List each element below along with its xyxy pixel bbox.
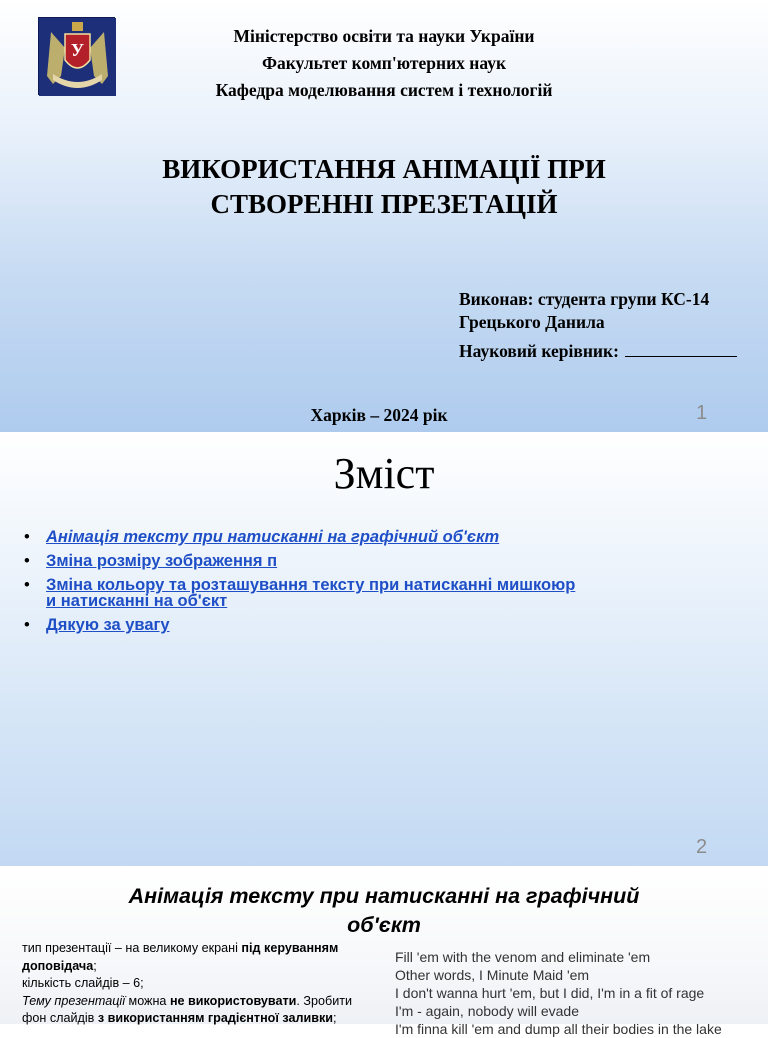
task-line <box>22 940 372 958</box>
author-line-2: Грецького Данила <box>459 312 605 332</box>
bullet: • <box>24 616 30 634</box>
supervisor-label: Науковий керівник: <box>459 341 619 361</box>
slide-title-line-2: об'єкт <box>347 913 421 937</box>
slide-number: 1 <box>696 402 708 424</box>
slide-title <box>60 882 708 940</box>
lyrics-line: Fill 'em with the venom and eliminate 'em <box>395 949 651 965</box>
title-line-2: СТВОРЕННІ ПРЕЗЕТАЦІЙ <box>210 189 558 219</box>
department-line: Кафедра моделювання систем і технологій <box>215 80 553 100</box>
task-line <box>22 958 372 976</box>
toc-link-image-resize[interactable]: Зміна розміру зображення п <box>46 552 278 570</box>
slide-number: 2 <box>696 836 708 858</box>
ministry-line: Міністерство освіти та науки України <box>233 26 535 46</box>
task-text-italic: Тему презентації <box>22 993 126 1008</box>
city-year: Харків – 2024 рік <box>310 405 448 425</box>
toc-link-line-2: и натисканні на об'єкт <box>46 592 228 610</box>
task-line <box>22 993 372 1011</box>
author-line-1: Виконав: студента групи КС-14 <box>459 289 710 309</box>
slide-title-line-1: Анімація тексту при натисканні на графічний <box>128 884 640 908</box>
task-text-bold: доповідача <box>22 958 94 973</box>
toc-item <box>24 529 624 545</box>
university-logo <box>38 17 115 95</box>
title-line-1: ВИКОРИСТАННЯ АНІМАЦІЇ ПРИ <box>162 154 606 184</box>
toc-item <box>24 553 624 569</box>
toc-link-text-animation[interactable]: Анімація тексту при натисканні на графічний об'єкт <box>46 528 500 546</box>
task-text: ; <box>93 958 97 973</box>
task-line <box>22 1010 372 1028</box>
task-text: можна <box>125 993 170 1008</box>
toc-link-color-position[interactable] <box>46 576 575 610</box>
svg-text:У: У <box>70 40 85 60</box>
author-info <box>459 288 709 334</box>
task-text-bold: не використовувати <box>169 993 297 1008</box>
faculty-line: Факультет комп'ютерних наук <box>261 53 507 73</box>
toc-link-thanks[interactable]: Дякую за увагу <box>46 616 170 634</box>
lyrics-text <box>395 948 755 1038</box>
lyrics-line: Other words, I Minute Maid 'em <box>395 967 590 983</box>
task-text-bold: під керуванням <box>241 941 339 955</box>
supervisor-info <box>459 340 737 363</box>
bullet: • <box>24 576 30 594</box>
task-description <box>22 940 372 1028</box>
slide-2 <box>0 432 768 866</box>
toc-item <box>24 577 624 609</box>
bullet: • <box>24 528 30 546</box>
toc-item <box>24 617 624 633</box>
task-text: . Зробити <box>296 993 353 1008</box>
toc-link-line-1: Зміна кольору та розташування тексту при натисканні мишкоюр <box>46 576 576 594</box>
slide-3 <box>0 866 768 1037</box>
task-line: кількість слайдів – 6; <box>22 976 144 990</box>
task-text-bold: з використанням градієнтної заливки <box>97 1011 334 1025</box>
presentation-title <box>84 152 684 222</box>
slide-1 <box>0 0 768 432</box>
bullet: • <box>24 552 30 570</box>
institution-header <box>130 23 638 104</box>
supervisor-blank-line <box>625 340 737 357</box>
task-text: тип презентації – на великому екрані <box>22 941 242 955</box>
lyrics-line: I'm - again, nobody will evade <box>395 1003 579 1019</box>
toc-title: Зміст <box>333 449 435 498</box>
toc-list <box>24 529 624 641</box>
task-text: фон слайдів <box>22 1011 98 1025</box>
lyrics-line: I don't wanna hurt 'em, but I did, I'm in a fit of rage <box>395 985 705 1001</box>
task-text: ; <box>333 1011 337 1025</box>
lyrics-line: I'm finna kill 'em and dump all their bodies in the lake <box>395 1021 722 1037</box>
